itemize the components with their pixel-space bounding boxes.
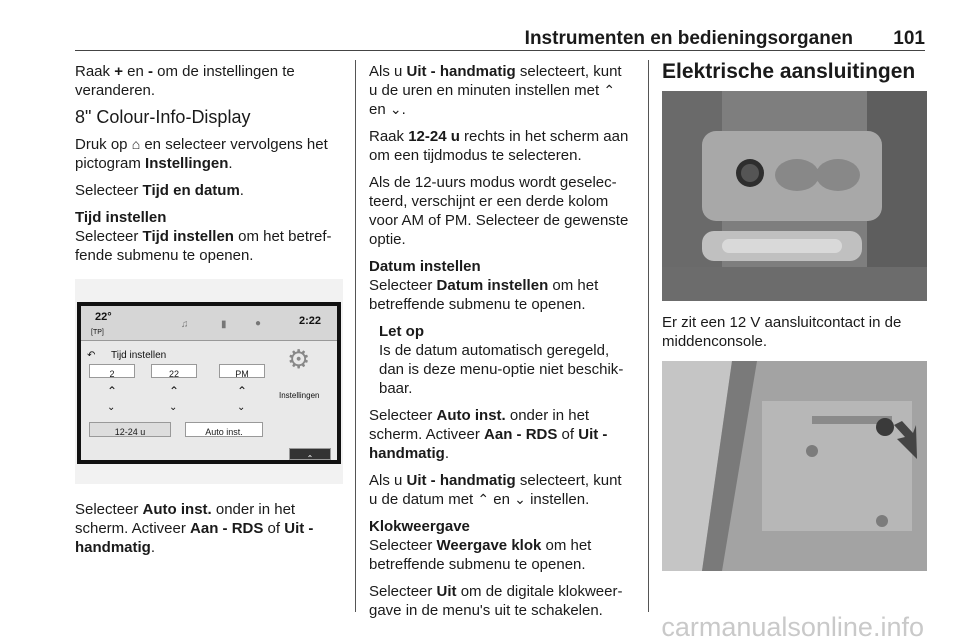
chevron-up-icon: ⌃ bbox=[603, 82, 616, 98]
music-icon: ♫ bbox=[181, 319, 189, 330]
back-icon: ↶ bbox=[87, 350, 96, 361]
chevron-up-icon: ⌃ bbox=[169, 384, 180, 398]
paragraph: Raak + en - om de instellingen te veranderen. bbox=[75, 63, 295, 99]
paragraph: Druk op ⌂ en selecteer vervolgens het pictogram Instellingen. bbox=[75, 136, 328, 172]
trunk-socket-photo bbox=[662, 361, 927, 571]
subheading: Datum instellen bbox=[369, 258, 481, 275]
column-2 bbox=[369, 62, 633, 628]
note-title: Let op bbox=[379, 323, 424, 340]
paragraph: Selecteer Auto inst. onder in het scherm. Activeer Aan - RDS of Uit - handmatig. bbox=[75, 501, 314, 556]
paragraph: Selecteer Auto inst. onder in het scherm. Activeer Aan - RDS of Uit - handmatig. bbox=[369, 407, 608, 462]
paragraph: Selecteer Uit om de digitale klokweergave in de menu's uit te schakelen. bbox=[369, 583, 623, 619]
status-bar: 22° [TP] ♫ ▮ ● 2:22 bbox=[81, 306, 337, 341]
gear-icon: ⚙ bbox=[287, 344, 311, 374]
info-display: 22° [TP] ♫ ▮ ● 2:22 ↶ Tijd instellen 2 22 PM ⌃ ⌃ ⌃ ⌄ ⌄ ⌄ ⚙ Instellingen 12-24 u Auto inst. ⌃ bbox=[81, 306, 337, 460]
paragraph: Raak 12-24 u rechts in het scherm aan om een tijdmodus te selecteren. bbox=[369, 128, 629, 164]
paragraph: Selecteer Datum instellen om het betreffende submenu te openen. bbox=[369, 277, 599, 313]
chevron-down-icon: ⌄ bbox=[514, 491, 526, 507]
paragraph: Selecteer Tijd instellen om het betreffende submenu te openen. bbox=[75, 228, 332, 264]
note-text: Is de datum automatisch geregeld, dan is deze menu-optie niet beschikbaar. bbox=[379, 342, 624, 397]
chevron-up-icon: ⌃ bbox=[289, 448, 331, 460]
column-3 bbox=[662, 62, 927, 571]
chevron-up-icon: ⌃ bbox=[107, 384, 118, 398]
paragraph: Als de 12-uurs modus wordt geselecteerd, verschijnt er een derde kolom voor AM of PM. Selecteer de gewenste optie. bbox=[369, 174, 629, 248]
info-icon: ● bbox=[255, 318, 262, 329]
center-console-photo bbox=[662, 91, 927, 301]
subheading: Tijd instellen bbox=[75, 209, 167, 226]
chevron-up-icon: ⌃ bbox=[237, 384, 248, 398]
paragraph: Selecteer Tijd en datum. bbox=[75, 182, 244, 199]
phone-icon: ▮ bbox=[221, 319, 227, 330]
page-number: 101 bbox=[893, 28, 925, 49]
page-header bbox=[75, 26, 925, 51]
section-heading: 8" Colour-Info-Display bbox=[75, 107, 251, 127]
paragraph: Als u Uit - handmatig selecteert, kunt u de datum met ⌃ en ⌄ instellen. bbox=[369, 472, 622, 508]
subheading: Klokweergave bbox=[369, 518, 470, 535]
watermark: carmanualsonline.info bbox=[661, 612, 924, 642]
column-divider bbox=[648, 60, 649, 612]
column-divider bbox=[355, 60, 356, 612]
note-box bbox=[379, 322, 633, 398]
section-heading: Elektrische aansluitingen bbox=[662, 60, 916, 83]
chevron-down-icon: ⌄ bbox=[389, 101, 402, 117]
chevron-down-icon: ⌄ bbox=[107, 402, 116, 413]
paragraph: Er zit een 12 V aansluitcontact in de middenconsole. bbox=[662, 314, 902, 350]
chevron-down-icon: ⌄ bbox=[169, 402, 178, 413]
paragraph: Als u Uit - handmatig selecteert, kunt u de uren en minuten instellen met ⌃ en ⌄. bbox=[369, 63, 622, 118]
column-1 bbox=[75, 62, 343, 565]
home-icon: ⌂ bbox=[131, 136, 141, 152]
chevron-down-icon: ⌄ bbox=[237, 402, 246, 413]
header-title: Instrumenten en bedieningsorganen bbox=[524, 28, 853, 49]
display-screenshot bbox=[75, 279, 343, 484]
paragraph: Selecteer Weergave klok om het betreffende submenu te openen. bbox=[369, 537, 592, 573]
chevron-up-icon: ⌃ bbox=[477, 491, 490, 507]
